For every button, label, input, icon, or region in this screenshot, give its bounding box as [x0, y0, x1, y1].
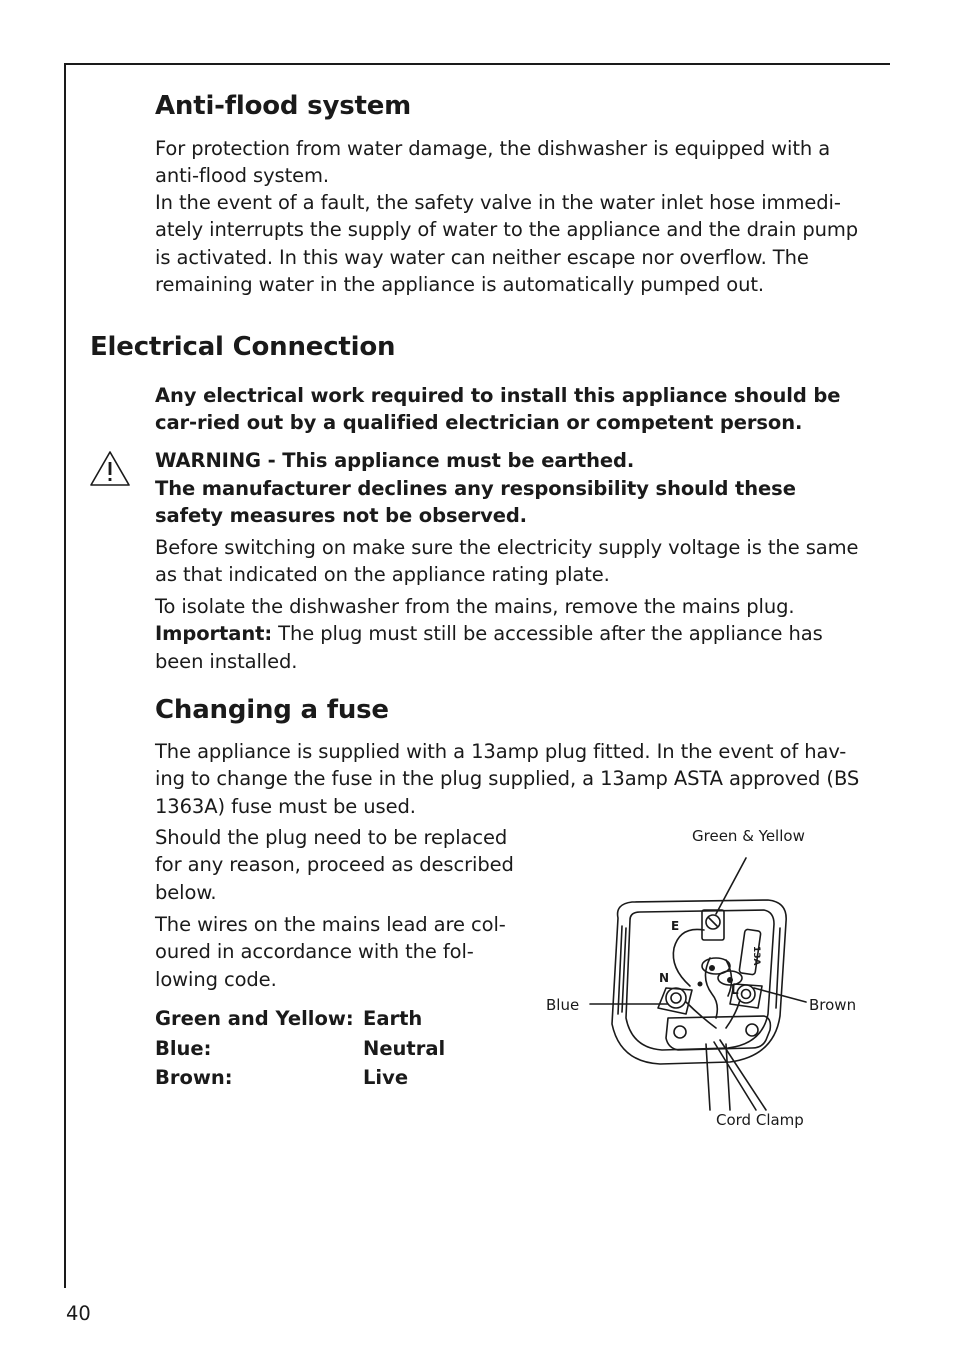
wire-code-key: Green and Yellow:: [155, 1007, 354, 1030]
cord-clamp: [666, 1016, 770, 1050]
plug-illustration: [540, 818, 880, 1138]
fuse-paragraph-1: The appliance is supplied with a 13amp plug fitted. In the event of hav-ing to change the fuse in the plug supplied, a 13amp ASTA approved (BS 1363A) fuse must be used.: [155, 740, 860, 818]
page-number: 40: [66, 1302, 91, 1325]
wire-code-key: Blue:: [155, 1036, 212, 1060]
wire-code-key: Brown:: [155, 1066, 233, 1089]
important-text: The plug must still be accessible after the appliance has been installed.: [155, 622, 823, 673]
heading-changing-fuse: Changing a fuse: [155, 695, 389, 725]
wire-colour-code-table: [155, 1004, 445, 1093]
warning-disclaimer: The manufacturer declines any responsibility should these safety measures not be observed.: [155, 477, 796, 528]
wire-code-value: Earth: [363, 1007, 423, 1030]
terminal-l-label: L: [731, 983, 739, 997]
important-label: Important:: [155, 622, 273, 646]
label-brown: Brown: [809, 996, 857, 1014]
plug-wiring-diagram: [540, 818, 880, 1138]
electrical-intro: Any electrical work required to install this appliance should be car-ried out by a qualified electrician or competent person.: [155, 384, 841, 435]
anti-flood-paragraph-2: In the event of a fault, the safety valve in the water inlet hose immedi-ately interrupts the supply of water to the appliance and the drain pump is activated. In this way water can neither escape nor overflow. The remaining water in the appliance is automatically pumped out.: [155, 191, 859, 296]
label-green-yellow: Green & Yellow: [692, 827, 805, 845]
terminal-e-label: E: [671, 919, 680, 933]
neutral-terminal: [666, 988, 686, 1008]
isolate-text: To isolate the dishwasher from the mains, remove the mains plug.: [155, 595, 795, 618]
fuse-paragraph-3: The wires on the mains lead are col-oured in accordance with the fol-lowing code.: [155, 913, 506, 991]
voltage-paragraph: Before switching on make sure the electricity supply voltage is the same as that indicated on the appliance rating plate.: [155, 536, 859, 587]
power-cord: [706, 1044, 710, 1110]
wire-code-row-blue: [155, 1034, 445, 1064]
fuse-rating-label: 13A: [751, 946, 761, 966]
wire-code-row-green-yellow: [155, 1004, 445, 1034]
label-cord-clamp: Cord Clamp: [716, 1111, 804, 1129]
heading-anti-flood: Anti-flood system: [155, 91, 412, 121]
terminal-n-label: N: [659, 971, 670, 985]
warning-triangle-icon: [88, 449, 132, 489]
neutral-wire: [686, 1002, 716, 1028]
page-frame-left: [64, 63, 66, 1288]
wire-code-value: Neutral: [363, 1036, 446, 1060]
earth-wire: [673, 929, 704, 986]
wire-code-value: Live: [363, 1066, 409, 1089]
anti-flood-paragraph-1: For protection from water damage, the dishwasher is equipped with a anti-flood system.: [155, 137, 831, 188]
heading-electrical-connection: Electrical Connection: [90, 332, 396, 362]
fuse-paragraph-2: Should the plug need to be replaced for any reason, proceed as described below.: [155, 826, 514, 904]
label-blue: Blue: [546, 996, 580, 1014]
isolate-paragraph: [155, 593, 867, 675]
wire-code-row-brown: [155, 1063, 445, 1093]
warning-earthed: WARNING - This appliance must be earthed.: [155, 449, 635, 472]
plug-inner-rim: [626, 910, 774, 1050]
page-frame-top: [64, 63, 890, 65]
